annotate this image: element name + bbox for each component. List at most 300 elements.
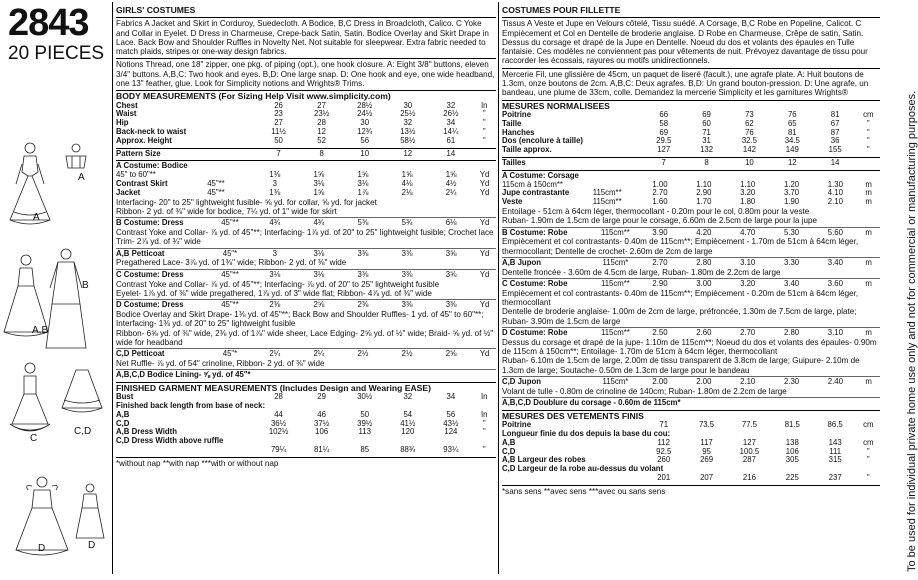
table-cell: 4½ xyxy=(445,179,457,189)
table-row xyxy=(502,111,880,120)
table-cell: 3 xyxy=(272,179,277,189)
table-cell: Longueur finie du dos depuis la base du cou: xyxy=(502,428,671,438)
table-cell: 25½ xyxy=(400,109,416,119)
english-title: GIRLS' COSTUMES xyxy=(116,5,196,15)
table-cell: In xyxy=(480,409,488,419)
table-cell xyxy=(502,474,642,483)
french-fabrics: Tissus A Veste et Jupe en Velours côtelé, Tissu suédé. A Corsage, B,C Robe en Popeline, Calicot. C Empiècement et Col en Dentelle de broderie anglaise. D Robe en Charmeuse, Crêpe de satin, Satin. Dessus du corsage et drapé de la Jupe en Dentelle. Noeud du dos et volants des épaules en Tulle fantaisie. Ces modèles ne conviennent pas pour vêtements de nuit. Prévoyez davantage de tissu pour raccorder les écossais, rayures ou motifs unidirectionnels. xyxy=(502,19,868,66)
table-cell: A,B xyxy=(116,409,130,419)
table-cell: 23½ xyxy=(314,109,330,119)
table-cell: C,D Petticoat xyxy=(116,349,165,359)
table-cell: 30 xyxy=(403,100,413,110)
yardage-note: Eyelet- 1⅞ yd. of ⅜" wide pregathered, 1⅞ yd. of 3" wide flat; Ribbon- 4⅞ yd. of ⅜" wide xyxy=(116,288,432,298)
table-cell: 3.70 xyxy=(783,188,800,198)
table-cell: 26 xyxy=(274,100,283,110)
french-finished-table xyxy=(502,421,880,483)
table-cell: 1⅝ xyxy=(445,170,457,180)
yardage-row xyxy=(116,162,496,171)
table-cell: 3.90 xyxy=(652,227,668,237)
table-cell: 225 xyxy=(785,472,799,482)
table-cell: 32 xyxy=(403,118,413,128)
table-cell: 69 xyxy=(702,109,711,119)
table-cell: 12 xyxy=(317,127,326,137)
table-cell xyxy=(857,159,880,168)
table-cell: Taille approx. xyxy=(502,145,552,155)
table-cell: 115cm à 150cm** xyxy=(502,179,563,189)
table-cell: 155 xyxy=(828,145,842,155)
table-cell: Tailles xyxy=(502,157,526,167)
table-cell: A,B,C,D Bodice Lining- ⅝ yd. of 45"* xyxy=(116,370,251,380)
yardage-row xyxy=(116,371,496,380)
table-cell: 3.60 xyxy=(827,279,843,289)
table-cell: 1.80 xyxy=(740,197,756,207)
table-cell: 50 xyxy=(274,135,283,145)
table-cell: 2.00 xyxy=(652,376,668,386)
table-cell: 115cm** xyxy=(592,188,622,198)
pieces-count: 20 PIECES xyxy=(8,43,105,64)
table-cell: 45"* xyxy=(222,349,238,359)
table-cell: 4¾ xyxy=(313,218,325,228)
table-cell: 32 xyxy=(446,100,456,110)
table-row xyxy=(116,128,496,137)
table-cell: 4.20 xyxy=(696,227,712,237)
table-cell: " xyxy=(482,135,486,145)
table-cell: A,B Largeur des robes xyxy=(502,455,586,465)
table-cell: 1.70 xyxy=(696,197,712,207)
french-notions: Mercerie Fil, une glissière de 45cm, un paquet de liseré (facult.), une agrafe plate. A: Huit boutons de 1.3cm, onze boutons de 2cm. A,B,C: Deux agrafes. B,D: Un grand bouton-pression. D: Une agrafe, un bandeau, une plume de 33cm, colle. Demandez la mercerie Simplicity et les garnitures Wrights® xyxy=(502,69,869,98)
table-cell: 3⅜ xyxy=(357,248,369,258)
table-cell: 10 xyxy=(360,148,370,158)
table-cell: 45"** xyxy=(221,269,239,279)
table-cell: 45"** xyxy=(207,187,225,197)
yardage-row xyxy=(502,280,880,289)
table-cell: 143 xyxy=(828,437,842,447)
table-cell: 1.00 xyxy=(652,179,668,189)
table-cell: 27 xyxy=(317,100,326,110)
yardage-row xyxy=(502,329,880,338)
table-cell: C Costume: Dress xyxy=(116,269,184,279)
table-cell: 43½ xyxy=(443,418,459,428)
table-cell: " xyxy=(482,127,486,137)
table-cell: Poitrine xyxy=(502,109,532,119)
table-cell: D Costume: Robe xyxy=(502,328,568,337)
table-cell: 4¾ xyxy=(269,218,281,228)
table-cell: Jupe contrastante xyxy=(502,188,570,198)
table-cell: 93¼ xyxy=(443,445,459,455)
table-row xyxy=(502,120,880,129)
table-cell: 117 xyxy=(700,437,713,447)
table-cell: Poitrine xyxy=(502,420,532,430)
table-cell: 2.70 xyxy=(740,328,756,337)
table-cell: 3.20 xyxy=(740,279,756,289)
table-cell: " xyxy=(482,418,486,428)
table-cell: 1.90 xyxy=(783,197,800,207)
table-cell: A,B,C,D Doublure du corsage - 0.60m de 115cm* xyxy=(502,398,681,408)
table-cell: 81 xyxy=(787,127,797,137)
table-cell: Hanches xyxy=(502,127,535,137)
yardage-note: Pregathered Lace- 3⅞ yd. of 1⅜" wide; Ribbon- 2 yd. of ⅜" wide xyxy=(116,258,347,268)
table-cell: 3.40 xyxy=(783,279,800,289)
table-cell: 6⅛ xyxy=(445,218,457,228)
table-cell: 1.20 xyxy=(783,179,800,189)
table-cell: 71 xyxy=(659,420,669,430)
table-cell: 115cm** xyxy=(600,227,630,237)
table-cell: 45"** xyxy=(221,300,239,310)
table-cell: A,B Petticoat xyxy=(116,248,165,258)
table-cell: 81.5 xyxy=(784,420,800,430)
yardage-row xyxy=(116,250,496,259)
table-cell: 3⅛ xyxy=(313,179,325,189)
english-body-table xyxy=(116,102,496,146)
table-cell: 269 xyxy=(700,455,714,465)
table-cell: " xyxy=(482,445,486,455)
table-cell: 3⅝ xyxy=(445,269,457,279)
left-divider xyxy=(112,2,113,574)
table-cell: 3.10 xyxy=(740,257,756,267)
table-cell: 138 xyxy=(785,437,799,447)
table-cell: 1.60 xyxy=(652,197,668,207)
table-cell: 3.10 xyxy=(827,328,843,337)
figure-label-d: D xyxy=(38,543,46,554)
table-cell: 31 xyxy=(702,136,711,146)
yardage-row xyxy=(116,271,496,280)
table-row xyxy=(502,474,880,483)
costume-illustrations xyxy=(2,72,112,572)
yardage-note: Dentelle de broderie anglaise- 1.00m de 2cm de large, préfroncée, 1.30m de 7.5cm de large, plate; Ruban- 3.90m de 1.5cm de large xyxy=(502,307,857,326)
table-cell: 3⅛ xyxy=(313,248,325,258)
yardage-note: Entoilage - 51cm à 64cm léger, thermocollant - 0.20m pour le col, 0.80m pour la veste xyxy=(502,206,810,216)
figure-label-a1: A xyxy=(78,172,85,183)
table-cell: 54 xyxy=(403,409,413,419)
yardage-row xyxy=(502,229,880,238)
table-cell: 149 xyxy=(785,145,799,155)
table-cell: 8 xyxy=(704,157,709,167)
table-cell: 3⅜ xyxy=(357,269,369,279)
table-cell: 115cm** xyxy=(600,328,630,337)
table-cell: Waist xyxy=(116,109,137,119)
table-cell: 10 xyxy=(745,157,754,167)
table-cell: 71 xyxy=(702,127,711,137)
table-cell: 127 xyxy=(742,437,756,447)
table-cell: 124 xyxy=(444,427,458,437)
table-cell: C,D xyxy=(502,446,516,456)
table-cell: m xyxy=(865,179,872,189)
table-cell: 7 xyxy=(276,148,281,158)
table-cell: 2.30 xyxy=(783,376,800,386)
table-cell: B Costume: Robe xyxy=(502,227,568,237)
table-cell: Chest xyxy=(116,100,138,110)
table-cell: 73 xyxy=(745,109,754,119)
table-row xyxy=(116,411,496,420)
table-row xyxy=(116,137,496,146)
table-cell: 2½ xyxy=(357,349,369,359)
table-cell: In xyxy=(480,100,488,110)
table-cell: 1⅜ xyxy=(269,170,281,180)
table-cell: 67 xyxy=(830,118,840,128)
table-cell: 3⅜ xyxy=(445,300,457,310)
table-cell: 14 xyxy=(446,148,456,158)
table-row xyxy=(116,446,496,455)
table-cell: 100.5 xyxy=(739,446,760,456)
table-cell: 14 xyxy=(830,157,840,167)
table-cell: 30½ xyxy=(357,392,373,402)
english-column xyxy=(116,6,496,468)
table-cell: 2.90 xyxy=(652,279,668,289)
table-cell: 39½ xyxy=(357,418,373,428)
yardage-row xyxy=(502,259,880,268)
table-cell: Dos (encolure à taille) xyxy=(502,136,584,146)
table-cell: 12 xyxy=(787,157,797,167)
yardage-note: Ruban- 6.10m de 1.5cm de large, 2.00m de tissu transparent de 3.8cm de large; Guipure- 2.10m de 1.3cm de large; Soutache- 0.50m de 1.3cm de large pour le bandeau xyxy=(502,356,860,375)
table-cell: C,D Dress Width above ruffle xyxy=(116,436,224,446)
table-cell: Yd xyxy=(479,170,490,180)
table-cell: 32.5 xyxy=(741,136,758,146)
table-cell: 1⅝ xyxy=(357,170,369,180)
table-cell: Back-neck to waist xyxy=(116,127,187,137)
table-cell: 2.70 xyxy=(652,257,668,267)
table-cell: 2.90 xyxy=(696,188,712,198)
table-cell: Pattern Size xyxy=(116,148,161,158)
figure-label-cd: C,D xyxy=(74,426,92,437)
table-cell: 1⅝ xyxy=(313,170,325,180)
table-cell: 115cm* xyxy=(602,376,629,386)
table-row xyxy=(502,146,880,155)
table-cell: 1⅜ xyxy=(269,187,281,197)
table-cell: 87 xyxy=(830,127,840,137)
french-body-title: MESURES NORMALISEES xyxy=(502,100,610,111)
table-cell: 45"** xyxy=(207,179,225,189)
yardage-row xyxy=(116,219,496,228)
table-cell: 2.80 xyxy=(783,328,800,337)
usage-notice: To be used for individual private home use only and not for commercial or manufacturing purposes. xyxy=(906,90,918,572)
table-cell: 237 xyxy=(828,472,842,482)
table-cell: 5⅜ xyxy=(357,218,369,228)
table-cell: A Costume: Bodice xyxy=(116,161,188,171)
table-cell: " xyxy=(482,109,486,119)
yardage-note: Contrast Yoke and Collar- ⅞ yd. of 45"**; Interfacing- ⅞ yd. of 20" to 25" lightweight fusible xyxy=(116,279,440,289)
table-cell: 3⅝ xyxy=(445,248,457,258)
table-cell: 2¼ xyxy=(313,349,325,359)
table-cell: 2.50 xyxy=(652,328,668,337)
table-cell: 2.10 xyxy=(740,376,756,386)
table-cell: 27 xyxy=(274,118,283,128)
table-cell: 92.5 xyxy=(656,446,672,456)
table-cell: Yd xyxy=(479,187,490,197)
table-cell: In xyxy=(480,392,488,402)
table-cell: 34 xyxy=(446,118,456,128)
table-cell: 88¾ xyxy=(400,445,416,455)
table-cell: 216 xyxy=(742,472,756,482)
table-cell: cm xyxy=(863,437,874,447)
table-cell: Hip xyxy=(116,118,129,128)
yardage-note: Ribbon- 2 yd. of ⅜" wide for bodice, 7¼ yd. of 1" wide for skirt xyxy=(116,206,337,216)
table-cell: 23 xyxy=(274,109,283,119)
table-cell: 28 xyxy=(274,392,283,402)
yardage-note: Net Ruffle- ⅞ yd. of 54" crinoline, Ribbon- 2 yd. of ⅜" wide xyxy=(116,358,325,368)
table-cell: 50 xyxy=(360,409,370,419)
table-row xyxy=(502,430,880,439)
table-cell: 45"** xyxy=(221,218,239,228)
figure-label-b: B xyxy=(82,280,89,291)
table-row xyxy=(116,102,496,111)
english-finished-title: FINISHED GARMENT MEASUREMENTS (Includes Design and Wearing EASE) xyxy=(116,382,431,393)
table-cell: Yd xyxy=(479,248,490,258)
table-cell: " xyxy=(866,472,870,482)
french-size-row xyxy=(502,159,880,168)
table-cell: m xyxy=(865,197,872,207)
table-cell: Jacket xyxy=(116,187,141,197)
table-cell: 1.10 xyxy=(696,179,712,189)
table-cell: 79¼ xyxy=(270,445,287,455)
table-cell: 113 xyxy=(358,427,371,437)
table-cell: 37½ xyxy=(314,418,330,428)
table-cell: cm xyxy=(863,420,874,430)
table-cell: 112 xyxy=(657,437,670,447)
table-cell xyxy=(116,446,257,455)
table-cell: cm xyxy=(863,109,874,119)
table-cell: 201 xyxy=(657,472,671,482)
table-cell: 14¼ xyxy=(443,127,459,137)
yardage-row xyxy=(502,198,880,207)
yardage-note: Ribbon- 6⅝ yd. of ⅜" wide, 2⅜ yd. of 1⅞" wide sheer, Lace Edging- 2⅝ yd. of ½" wide; Braid- ⅝ yd. of ½" wide for headband xyxy=(116,328,494,347)
table-cell: 41½ xyxy=(400,418,416,428)
table-cell: 30 xyxy=(360,118,370,128)
yardage-note: Bodice Overlay and Skirt Drape- 1⅜ yd. of 45"**; Back Bow and Shoulder Ruffles- 1 yd. of 45" to 60"**; Interfacing- 1⅜ yd. of 20" to 25" lightweight fusible xyxy=(116,309,484,329)
table-cell: A,B Dress Width xyxy=(116,427,178,437)
table-cell: 3.30 xyxy=(783,257,800,267)
table-cell: 2⅝ xyxy=(313,300,325,310)
table-cell: 73.5 xyxy=(698,420,715,430)
table-cell: 3⅜ xyxy=(401,269,413,279)
table-cell: 315 xyxy=(828,455,842,465)
yardage-note: Dessus du corsage et drapé de la jupe- 1.10m de 115cm**; Noeud du dos et volants des épaules- 0.90m de 115cm à 150cm**; Entoilage- 1.70m de 51cm à 64cm léger, thermocollant xyxy=(502,337,877,357)
table-cell: 2¼ xyxy=(445,187,457,197)
table-cell: 3.00 xyxy=(696,279,712,289)
french-footnote: *sans sens **avec sens ***avec ou sans sens xyxy=(502,486,666,496)
table-cell: 1⅝ xyxy=(313,187,325,197)
table-cell: " xyxy=(866,446,870,456)
table-cell: 102½ xyxy=(268,427,289,437)
table-cell: Yd xyxy=(479,300,490,310)
yardage-row xyxy=(502,399,880,408)
english-body-title: BODY MEASUREMENTS (For Sizing Help Visit www.simplicity.com) xyxy=(116,91,391,102)
table-cell: 28 xyxy=(317,118,326,128)
table-cell: C,D Largeur de la robe au-dessus du volant xyxy=(502,464,664,474)
table-cell xyxy=(472,150,496,159)
table-cell: 77.5 xyxy=(741,420,758,430)
yardage-note: Empiècement et col contrastants- 0.40m de 115cm**; Empiècement - 0.20m de 51cm à 64cm léger, thermocollant xyxy=(502,288,859,308)
figure-label-c: C xyxy=(30,433,38,444)
yardage-note: Volant de tulle - 0.80m de crinoline de 140cm; Ruban- 1.80m de 2.2cm de large xyxy=(502,386,787,396)
table-cell: 95 xyxy=(702,446,711,456)
english-yardage xyxy=(116,162,496,380)
table-cell: 3⅜ xyxy=(401,248,413,258)
table-cell: 81¼ xyxy=(314,445,330,455)
table-cell: 2½ xyxy=(401,349,413,359)
table-cell: 127 xyxy=(657,145,671,155)
table-cell: " xyxy=(866,118,870,128)
table-cell: C Costume: Robe xyxy=(502,279,568,289)
english-notions: Notions Thread, one 18" zipper, one pkg. of piping (opt.), one hook closure. A: Eight 3/8" buttons, eleven 3/4" buttons. A,B,C: Two hook and eyes. B,D: One large snap. D: One hook and eye, one wide headband, one 13" feather, glue. Look for Simplicity notions and Wrights® Trims. xyxy=(116,60,495,89)
table-cell: 32 xyxy=(403,392,413,402)
table-cell: 34 xyxy=(446,392,456,402)
table-cell: 142 xyxy=(742,145,756,155)
table-cell: 46 xyxy=(317,409,326,419)
table-cell: 4⅛ xyxy=(401,179,413,189)
yardage-note: Contrast Yoke and Collar- ⅞ yd. of 45"**; Interfacing- 1⅞ yd. of 20" to 25" lightweight fusible; Crochet lace Trim- 2⅞ yd. of ¾" wide xyxy=(116,228,494,247)
yardage-row xyxy=(116,301,496,310)
french-title: COSTUMES POUR FILLETTE xyxy=(502,5,621,15)
table-cell: 81 xyxy=(830,109,840,119)
table-cell: A Costume: Corsage xyxy=(502,170,579,180)
table-row xyxy=(502,465,880,474)
figure-label-ab: A,B xyxy=(32,325,49,336)
table-cell: 8 xyxy=(319,148,324,158)
table-cell: Approx. Height xyxy=(116,135,172,145)
table-cell: C,D xyxy=(116,418,130,428)
table-cell: 58½ xyxy=(400,135,416,145)
table-cell: 76 xyxy=(787,109,797,119)
table-row xyxy=(502,137,880,146)
table-cell: 56 xyxy=(360,135,370,145)
table-cell: 45" to 60"** xyxy=(116,170,156,180)
french-body-table xyxy=(502,111,880,155)
table-cell: 61 xyxy=(446,135,456,145)
table-cell: 36½ xyxy=(270,418,287,428)
figure-label-d2: D xyxy=(88,540,96,551)
english-footnote: *without nap **with nap ***with or without nap xyxy=(116,458,279,468)
table-cell: 120 xyxy=(401,427,415,437)
table-cell: 2.10 xyxy=(827,197,843,207)
table-cell: 28½ xyxy=(357,100,373,110)
table-cell: 115cm* xyxy=(602,257,629,267)
table-row xyxy=(116,437,496,446)
table-cell: 4.70 xyxy=(740,227,756,237)
table-cell: 2.60 xyxy=(696,328,712,337)
table-cell: m xyxy=(865,328,872,337)
table-cell: 3⅛ xyxy=(269,269,281,279)
table-cell: " xyxy=(866,136,870,146)
yardage-note: Empiècement et col contrastants- 0.40m de 115cm**; Empiècement - 1.70m de 51cm à 64cm léger, thermocollant; Dentelle de crochet- 2.60m de 2cm de large xyxy=(502,237,859,256)
table-cell: 58 xyxy=(659,118,669,128)
table-cell: 5.30 xyxy=(783,227,800,237)
english-fabrics: Fabrics A Jacket and Skirt in Corduroy, Suedecloth. A Bodice, B,C Dress in Broadcloth, Calico. C Yoke and Collar in Eyelet. D Dress in Charmeuse, Crepe-back Satin, Satin. Bodice Overlay and Skirt Drape in Lace. Back Bow and Shoulder Ruffles in Novelty Net. Not suitable for sleepwear. Extra fabric needed to match plaids, stripes or one-way design fabrics. xyxy=(116,19,489,57)
yardage-row xyxy=(116,189,496,198)
table-cell: " xyxy=(482,118,486,128)
table-cell: 12¾ xyxy=(357,127,373,137)
table-cell: 45"* xyxy=(222,248,238,258)
table-row xyxy=(502,439,880,448)
table-cell: Finished back length from base of neck: xyxy=(116,401,266,411)
table-cell: m xyxy=(865,188,872,198)
yardage-row xyxy=(502,189,880,198)
table-cell: 60 xyxy=(702,118,711,128)
size-row xyxy=(116,150,496,159)
table-cell: 86.5 xyxy=(827,420,843,430)
french-yardage xyxy=(502,172,880,408)
table-cell: 2.70 xyxy=(652,188,668,198)
table-cell: 62 xyxy=(745,118,754,128)
table-cell: 1⅝ xyxy=(401,170,413,180)
table-cell: 5¾ xyxy=(401,218,413,228)
table-cell: 132 xyxy=(700,145,714,155)
table-cell: 24½ xyxy=(357,109,373,119)
english-finished-table xyxy=(116,393,496,455)
table-cell: 2¼ xyxy=(269,349,281,359)
english-size-row xyxy=(116,150,496,159)
table-cell: B Costume: Dress xyxy=(116,218,184,228)
yardage-row xyxy=(116,171,496,180)
